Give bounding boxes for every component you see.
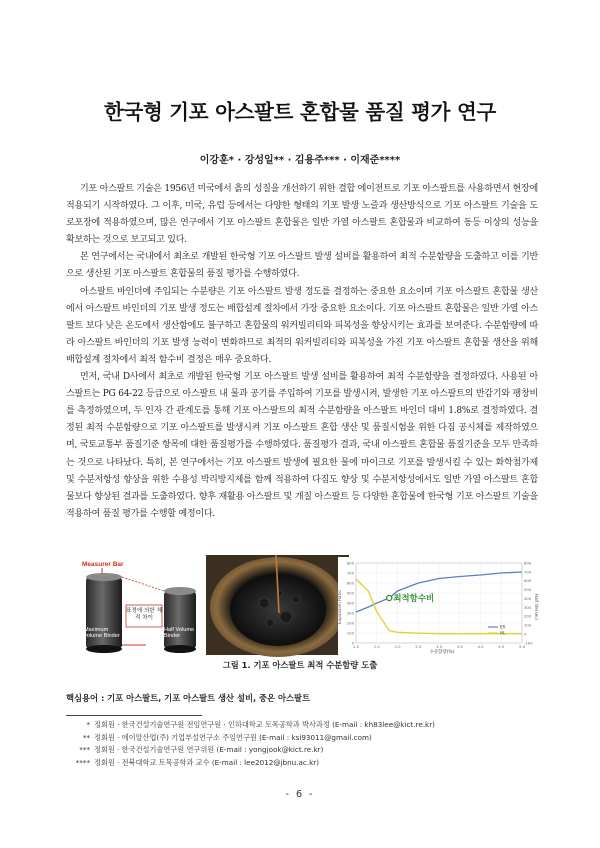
x-tick-label: 3.0	[435, 644, 443, 649]
y-right-tick-label: 0	[524, 631, 527, 637]
footnote: **** 정회원 · 전북대학교 토목공학과 교수 (E-mail : lee2012@jbnu.ac.kr)	[75, 757, 320, 767]
y-left-tick-label: 600	[346, 580, 354, 586]
y-left-tick-label: 0	[351, 640, 354, 646]
x-axis-ticks	[353, 644, 526, 649]
optimal-point-annotation	[387, 593, 435, 604]
optimal-water-content-chart	[338, 557, 538, 655]
y-axis-left-label: Expansion Ratio	[337, 590, 342, 624]
x-tick-label: 4.0	[477, 644, 484, 649]
page-number: - 6 -	[285, 789, 315, 800]
y-left-tick-label: 700	[346, 570, 354, 576]
x-tick-label: 5.0	[518, 644, 526, 649]
y-right-tick-label: 500	[524, 587, 532, 593]
footnote: ** 정회원 · 에이알산업(주) 기업부설연구소 주임연구원 (E-mail : ksi93011@gmail.com)	[82, 732, 372, 742]
footnote-divider	[66, 715, 202, 716]
footnote: * 정회원 · 한국건설기술연구원 전임연구원 · 인하대학교 토목공학과 박사과정 (E-mail : kh83lee@kict.re.kr)	[86, 720, 435, 729]
y-left-tick-label: 100	[346, 630, 354, 636]
y-left-tick-label: 300	[346, 610, 354, 616]
x-tick-label: 2.5	[415, 644, 422, 649]
footnotes	[66, 719, 435, 769]
paper-title: 한국형 기포 아스팔트 혼합물 품질 평가 연구	[103, 100, 497, 124]
author-list: 이강훈* · 강성일** · 김용주*** · 이재준****	[199, 155, 401, 166]
foamed-asphalt-photo	[206, 555, 349, 655]
y-right-tick-label: 400	[524, 595, 532, 601]
legend-label: HL	[500, 630, 506, 636]
y-left-tick-label: 200	[346, 620, 354, 626]
footnote: *** 정회원 · 한국건설기술연구원 연구위원 (E-mail : yongjook@kict.re.kr)	[79, 745, 324, 754]
keywords: 핵심용어 : 기포 아스팔트, 기포 아스팔트 생산 설비, 중온 아스팔트	[66, 693, 311, 703]
y-right-tick-label: -100	[524, 640, 533, 646]
y-right-tick-label: 300	[524, 604, 532, 610]
y-axis-right-label: Half life(sec)	[534, 593, 539, 621]
paragraph: 먼저, 국내 D사에서 최초로 개발된 한국형 기포 아스팔트 발생 설비를 활용하여 최적 수분함량을 결정하였다. 사용된 아스팔트는 PG 64-22 등급으로 아스팔트 내 물과 공기를 주입하여 기포를 발생시켜, 발생한 기포 아스팔트의 반감기와 팽창비를 측정하였으며, 두 인자 간 관계도를 통해 기포 아스팔트의 최적 수분함량을 아스팔트 바인더 대비 1.8%로 결정하였다. 결정된 최적 수분함량으로 기포 아스팔트를 발생시켜 기포 아스팔트 혼합 생산 및 품질시험을 위한 다짐 공시체를 제작하였으며, 국토교통부 품질기준 항목에 대한 품질평가를 수행하였다. 품질평가 결과, 국내 아스팔트 혼합물 품질기준을 모두 만족하는 것으로 나타났다. 특히, 본 연구에서는 기포 아스팔트 발생에 필요한 물에 마이크로 기포를 발생시킬 수 있는 화학첨가제 및 수분저항성 향상을 위한 수용성 박리방지제를 함께 적용하여 다짐도 향상 및 수분저항성에서도 일반 가열 아스팔트 혼합물보다 향상된 결과를 도출하였다. 향후 재활용 아스팔트 및 개질 아스팔트 등 다양한 혼합물에 한국형 기포 아스팔트 기술을 적용하여 품질 평가를 수행할 예정이다.	[66, 372, 538, 519]
x-tick-label: 4.5	[498, 644, 505, 649]
x-tick-label: 1.5	[373, 644, 380, 649]
paragraph: 아스팔트 바인더에 주입되는 수분량은 기포 아스팔트 발생 정도를 결정하는 중요한 요소이며 기포 아스팔트 혼합물 생산에서 아스팔트 바인더의 기포 발생 정도는 배합설계 절차에서 가장 중요한 요소이다. 기포 아스팔트 혼합물은 일반 가열 아스팔트 보다 낮은 온도에서 생산함에도 불구하고 혼합물의 워커빌리티와 피복성을 향상시키는 효과를 보여준다. 수분함량에 따라 아스팔트 바인더의 기포 발생 능력이 변화하므로 최적의 워커빌리티와 피복성을 가진 기포 아스팔트 혼합물 생산을 위해 배합설계 절차에서 최적 함수비 결정은 매우 중요하다.	[66, 286, 538, 365]
x-axis-label: 수분함량(%)	[429, 650, 455, 655]
y-left-tick-label: 800	[346, 560, 354, 566]
y-right-tick-label: 800	[524, 560, 532, 566]
y-right-tick-label: 100	[524, 622, 532, 628]
y-left-tick-label: 500	[346, 590, 354, 596]
paragraph: 기포 아스팔트 기술은 1956년 미국에서 흙의 성질을 개선하기 위한 결합 에이전트로 기포 아스팔트를 사용하면서 현장에 적용되기 시작하였다. 그 이후, 미국, 유럽 등에서는 다양한 형태의 기포 발생 노즐과 생산방식으로 기포 아스팔트 기술을 도로포장에 적용하였으며, 많은 연구에서 기포 아스팔트 혼합물은 일반 가열 아스팔트 혼합물과 비교하여 동등 이상의 성능을 확보하는 것으로 보고되고 있다.	[66, 184, 538, 246]
half-volume-label: Half Volume Binder	[164, 627, 195, 640]
foam-expansion-diagram	[80, 559, 202, 654]
y-right-tick-label: 200	[524, 613, 532, 619]
figure-caption: 그림 1. 기포 아스팔트 최적 수분함량 도출	[222, 660, 378, 670]
x-tick-label: 3.5	[456, 644, 463, 649]
y-right-tick-label: 600	[524, 578, 532, 584]
legend-label: ER	[500, 624, 506, 630]
optimal-water-label: 최적함수비	[393, 594, 435, 604]
y-right-tick-label: 700	[524, 569, 532, 575]
abstract-body	[66, 181, 538, 523]
y-left-tick-label: 400	[346, 600, 354, 606]
paragraph: 본 연구에서는 국내에서 최초로 개발된 한국형 기포 아스팔트 발생 설비를 활용하여 최적 수분함량을 도출하고 이를 기반으로 생산된 기포 아스팔트 혼합물의 품질 평가를 수행하였다.	[66, 252, 538, 280]
y-axis-left-ticks	[347, 560, 355, 645]
volume-difference-note: 표정에 의한 체적 차이	[126, 608, 162, 621]
x-tick-label: 1.0	[352, 644, 360, 649]
x-tick-label: 2.0	[394, 644, 401, 649]
figure-1	[66, 555, 538, 655]
measurer-bar-label: Measurer Bar	[82, 561, 124, 568]
max-volume-label: Maximum volume Binder	[84, 627, 120, 640]
